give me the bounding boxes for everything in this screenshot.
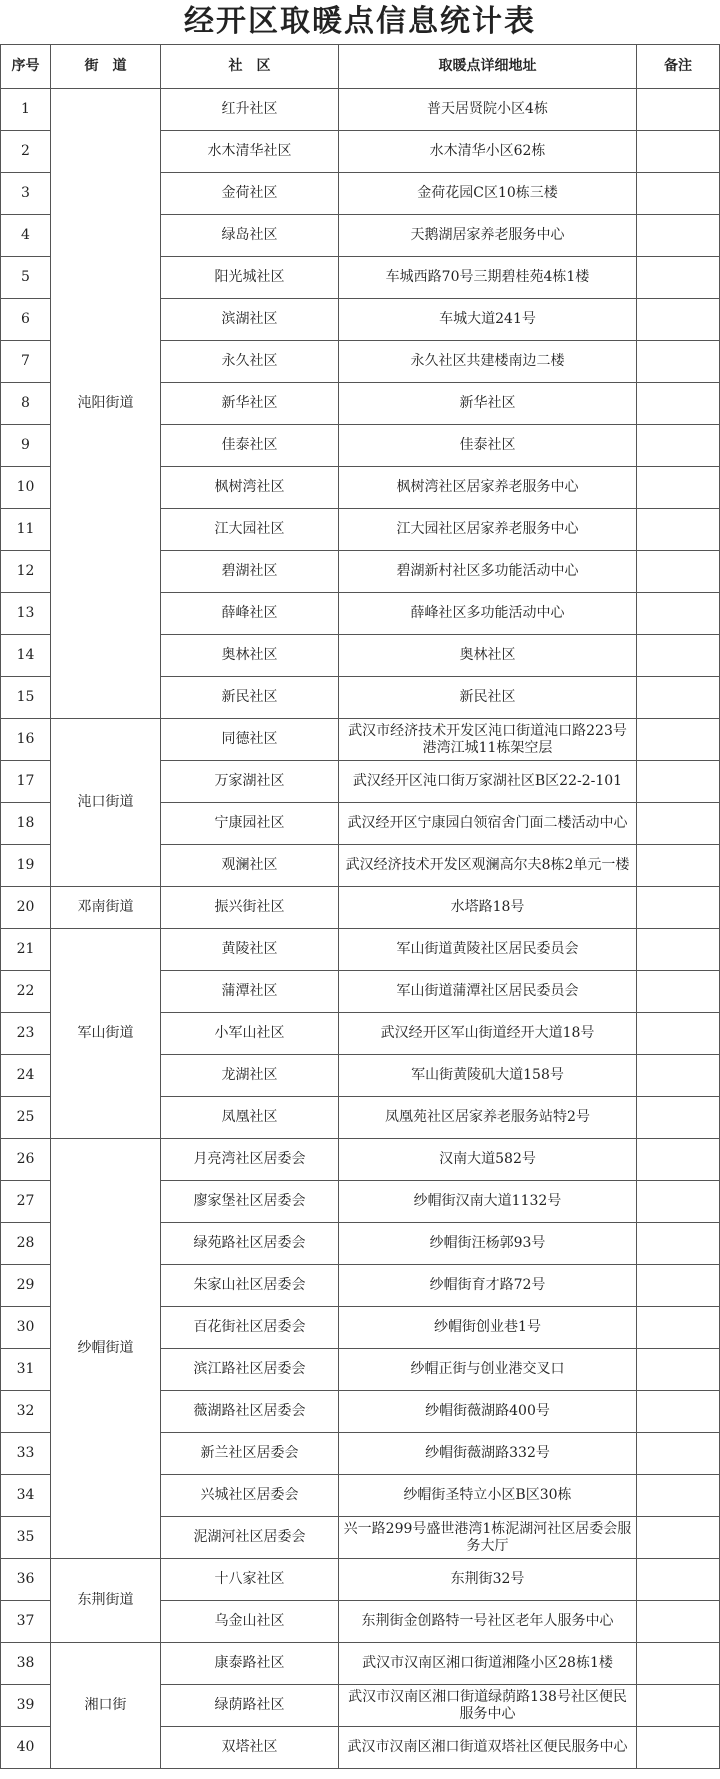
table-row — [1, 887, 720, 929]
heating-address: 新华社区 — [339, 383, 637, 425]
note-cell — [637, 719, 720, 761]
community-name: 佳泰社区 — [161, 425, 339, 467]
row-number: 37 — [1, 1601, 51, 1643]
note-cell — [637, 761, 720, 803]
note-cell — [637, 1223, 720, 1265]
row-number: 3 — [1, 173, 51, 215]
row-number: 31 — [1, 1349, 51, 1391]
row-number: 40 — [1, 1727, 51, 1769]
heating-address: 武汉市经济技术开发区沌口街道沌口路223号港湾江城11栋架空层 — [339, 719, 637, 761]
community-name: 绿苑路社区居委会 — [161, 1223, 339, 1265]
community-name: 万家湖社区 — [161, 761, 339, 803]
heating-address: 新民社区 — [339, 677, 637, 719]
street-name: 沌阳街道 — [51, 89, 161, 719]
heating-address: 凤凰苑社区居家养老服务站特2号 — [339, 1097, 637, 1139]
community-name: 朱家山社区居委会 — [161, 1265, 339, 1307]
community-name: 兴城社区居委会 — [161, 1475, 339, 1517]
heating-address: 江大园社区居家养老服务中心 — [339, 509, 637, 551]
heating-address: 兴一路299号盛世港湾1栋泥湖河社区居委会服务大厅 — [339, 1517, 637, 1559]
community-name: 小军山社区 — [161, 1013, 339, 1055]
note-cell — [637, 1181, 720, 1223]
header-note: 备注 — [637, 45, 720, 89]
community-name: 黄陵社区 — [161, 929, 339, 971]
community-name: 宁康园社区 — [161, 803, 339, 845]
heating-address: 武汉市汉南区湘口街道绿荫路138号社区便民服务中心 — [339, 1685, 637, 1727]
heating-address: 武汉经开区沌口街万家湖社区B区22-2-101 — [339, 761, 637, 803]
note-cell — [637, 551, 720, 593]
table-row — [1, 719, 720, 761]
note-cell — [637, 173, 720, 215]
row-number: 21 — [1, 929, 51, 971]
note-cell — [637, 1055, 720, 1097]
row-number: 33 — [1, 1433, 51, 1475]
street-name: 东荆街道 — [51, 1559, 161, 1643]
table-row — [1, 929, 720, 971]
note-cell — [637, 887, 720, 929]
heating-address: 佳泰社区 — [339, 425, 637, 467]
row-number: 6 — [1, 299, 51, 341]
community-name: 新华社区 — [161, 383, 339, 425]
note-cell — [637, 89, 720, 131]
note-cell — [637, 1559, 720, 1601]
heating-address: 纱帽街薇湖路400号 — [339, 1391, 637, 1433]
row-number: 13 — [1, 593, 51, 635]
heating-address: 水木清华小区62栋 — [339, 131, 637, 173]
heating-address: 纱帽街薇湖路332号 — [339, 1433, 637, 1475]
note-cell — [637, 1391, 720, 1433]
row-number: 4 — [1, 215, 51, 257]
row-number: 18 — [1, 803, 51, 845]
community-name: 新民社区 — [161, 677, 339, 719]
row-number: 25 — [1, 1097, 51, 1139]
street-name: 纱帽街道 — [51, 1139, 161, 1559]
row-number: 30 — [1, 1307, 51, 1349]
row-number: 12 — [1, 551, 51, 593]
community-name: 金荷社区 — [161, 173, 339, 215]
community-name: 奥林社区 — [161, 635, 339, 677]
row-number: 38 — [1, 1643, 51, 1685]
note-cell — [637, 971, 720, 1013]
community-name: 滨湖社区 — [161, 299, 339, 341]
note-cell — [637, 509, 720, 551]
note-cell — [637, 1349, 720, 1391]
row-number: 5 — [1, 257, 51, 299]
row-number: 36 — [1, 1559, 51, 1601]
heating-points-table — [0, 44, 720, 1769]
community-name: 枫树湾社区 — [161, 467, 339, 509]
heating-address: 武汉市汉南区湘口街道双塔社区便民服务中心 — [339, 1727, 637, 1769]
row-number: 17 — [1, 761, 51, 803]
row-number: 15 — [1, 677, 51, 719]
row-number: 26 — [1, 1139, 51, 1181]
note-cell — [637, 467, 720, 509]
community-name: 十八家社区 — [161, 1559, 339, 1601]
table-row — [1, 1139, 720, 1181]
note-cell — [637, 635, 720, 677]
row-number: 24 — [1, 1055, 51, 1097]
note-cell — [637, 215, 720, 257]
table-header-row — [1, 45, 720, 89]
street-name: 军山街道 — [51, 929, 161, 1139]
community-name: 薛峰社区 — [161, 593, 339, 635]
note-cell — [637, 1013, 720, 1055]
note-cell — [637, 1727, 720, 1769]
header-community: 社 区 — [161, 45, 339, 89]
heating-address: 奥林社区 — [339, 635, 637, 677]
row-number: 14 — [1, 635, 51, 677]
heating-address: 东荆街金创路特一号社区老年人服务中心 — [339, 1601, 637, 1643]
table-row — [1, 1643, 720, 1685]
table-row — [1, 89, 720, 131]
community-name: 振兴街社区 — [161, 887, 339, 929]
table-body — [1, 89, 720, 1769]
note-cell — [637, 1685, 720, 1727]
row-number: 27 — [1, 1181, 51, 1223]
note-cell — [637, 593, 720, 635]
row-number: 16 — [1, 719, 51, 761]
note-cell — [637, 1643, 720, 1685]
row-number: 10 — [1, 467, 51, 509]
heating-address: 纱帽正街与创业港交叉口 — [339, 1349, 637, 1391]
heating-address: 纱帽街汪杨郭93号 — [339, 1223, 637, 1265]
note-cell — [637, 1097, 720, 1139]
note-cell — [637, 1307, 720, 1349]
heating-address: 纱帽街圣特立小区B区30栋 — [339, 1475, 637, 1517]
note-cell — [637, 299, 720, 341]
heating-address: 车城西路70号三期碧桂苑4栋1楼 — [339, 257, 637, 299]
note-cell — [637, 341, 720, 383]
note-cell — [637, 383, 720, 425]
row-number: 11 — [1, 509, 51, 551]
note-cell — [637, 677, 720, 719]
header-no: 序号 — [1, 45, 51, 89]
row-number: 8 — [1, 383, 51, 425]
note-cell — [637, 845, 720, 887]
row-number: 35 — [1, 1517, 51, 1559]
heating-address: 东荆街32号 — [339, 1559, 637, 1601]
note-cell — [637, 131, 720, 173]
community-name: 龙湖社区 — [161, 1055, 339, 1097]
note-cell — [637, 257, 720, 299]
heating-address: 普天居贤院小区4栋 — [339, 89, 637, 131]
note-cell — [637, 1475, 720, 1517]
header-street: 街 道 — [51, 45, 161, 89]
community-name: 双塔社区 — [161, 1727, 339, 1769]
community-name: 绿荫路社区 — [161, 1685, 339, 1727]
community-name: 水木清华社区 — [161, 131, 339, 173]
row-number: 1 — [1, 89, 51, 131]
heating-address: 薛峰社区多功能活动中心 — [339, 593, 637, 635]
street-name: 沌口街道 — [51, 719, 161, 887]
community-name: 碧湖社区 — [161, 551, 339, 593]
note-cell — [637, 1139, 720, 1181]
community-name: 月亮湾社区居委会 — [161, 1139, 339, 1181]
heating-address: 永久社区共建楼南边二楼 — [339, 341, 637, 383]
community-name: 阳光城社区 — [161, 257, 339, 299]
heating-address: 军山街黄陵矶大道158号 — [339, 1055, 637, 1097]
community-name: 永久社区 — [161, 341, 339, 383]
street-name: 邓南街道 — [51, 887, 161, 929]
row-number: 2 — [1, 131, 51, 173]
row-number: 39 — [1, 1685, 51, 1727]
table-row — [1, 1559, 720, 1601]
community-name: 绿岛社区 — [161, 215, 339, 257]
community-name: 乌金山社区 — [161, 1601, 339, 1643]
heating-address: 军山街道黄陵社区居民委员会 — [339, 929, 637, 971]
heating-address: 碧湖新村社区多功能活动中心 — [339, 551, 637, 593]
heating-address: 武汉经济技术开发区观澜高尔夫8栋2单元一楼 — [339, 845, 637, 887]
community-name: 红升社区 — [161, 89, 339, 131]
community-name: 新兰社区居委会 — [161, 1433, 339, 1475]
heating-address: 武汉经开区军山街道经开大道18号 — [339, 1013, 637, 1055]
row-number: 34 — [1, 1475, 51, 1517]
community-name: 泥湖河社区居委会 — [161, 1517, 339, 1559]
heating-address: 汉南大道582号 — [339, 1139, 637, 1181]
row-number: 28 — [1, 1223, 51, 1265]
note-cell — [637, 803, 720, 845]
community-name: 廖家堡社区居委会 — [161, 1181, 339, 1223]
note-cell — [637, 929, 720, 971]
heating-address: 武汉市汉南区湘口街道湘隆小区28栋1楼 — [339, 1643, 637, 1685]
page-title: 经开区取暖点信息统计表 — [184, 4, 536, 39]
row-number: 19 — [1, 845, 51, 887]
header-address: 取暖点详细地址 — [339, 45, 637, 89]
row-number: 7 — [1, 341, 51, 383]
row-number: 29 — [1, 1265, 51, 1307]
note-cell — [637, 425, 720, 467]
heating-address: 车城大道241号 — [339, 299, 637, 341]
heating-address: 天鹅湖居家养老服务中心 — [339, 215, 637, 257]
row-number: 32 — [1, 1391, 51, 1433]
heating-address: 枫树湾社区居家养老服务中心 — [339, 467, 637, 509]
row-number: 22 — [1, 971, 51, 1013]
community-name: 百花街社区居委会 — [161, 1307, 339, 1349]
community-name: 凤凰社区 — [161, 1097, 339, 1139]
community-name: 观澜社区 — [161, 845, 339, 887]
heating-address: 纱帽街创业巷1号 — [339, 1307, 637, 1349]
note-cell — [637, 1265, 720, 1307]
community-name: 康泰路社区 — [161, 1643, 339, 1685]
row-number: 9 — [1, 425, 51, 467]
street-name: 湘口街 — [51, 1643, 161, 1769]
row-number: 20 — [1, 887, 51, 929]
community-name: 江大园社区 — [161, 509, 339, 551]
community-name: 蒲潭社区 — [161, 971, 339, 1013]
row-number: 23 — [1, 1013, 51, 1055]
heating-address: 武汉经开区宁康园白领宿舍门面二楼活动中心 — [339, 803, 637, 845]
heating-address: 军山街道蒲潭社区居民委员会 — [339, 971, 637, 1013]
note-cell — [637, 1517, 720, 1559]
note-cell — [637, 1433, 720, 1475]
community-name: 同德社区 — [161, 719, 339, 761]
community-name: 薇湖路社区居委会 — [161, 1391, 339, 1433]
community-name: 滨江路社区居委会 — [161, 1349, 339, 1391]
heating-address: 纱帽街育才路72号 — [339, 1265, 637, 1307]
note-cell — [637, 1601, 720, 1643]
heating-address: 金荷花园C区10栋三楼 — [339, 173, 637, 215]
heating-address: 纱帽街汉南大道1132号 — [339, 1181, 637, 1223]
heating-address: 水塔路18号 — [339, 887, 637, 929]
